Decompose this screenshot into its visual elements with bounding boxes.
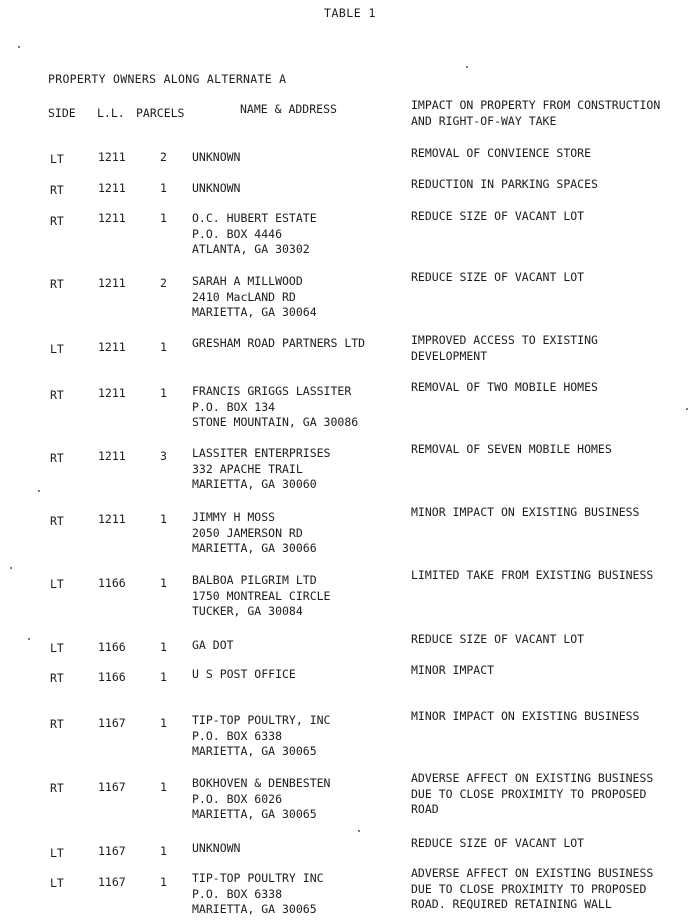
cell-land-lot: 1211: [98, 340, 126, 354]
impact-line: REMOVAL OF CONVIENCE STORE: [411, 146, 592, 160]
cell-impact: [411, 836, 696, 852]
cell-name-address: [192, 573, 407, 620]
cell-name-address: [192, 150, 407, 166]
name-line: U S POST OFFICE: [192, 667, 296, 681]
name-line: ATLANTA, GA 30302: [192, 242, 310, 256]
cell-parcels: 1: [160, 844, 167, 858]
impact-line: REDUCE SIZE OF VACANT LOT: [411, 209, 585, 223]
name-line: MARIETTA, GA 30065: [192, 744, 317, 758]
cell-name-address: [192, 384, 407, 431]
impact-line: DEVELOPMENT: [411, 348, 488, 363]
cell-name-address: [192, 841, 407, 857]
cell-impact: [411, 632, 696, 648]
impact-line: MINOR IMPACT ON EXISTING BUSINESS: [411, 709, 640, 723]
cell-side: LT: [50, 342, 64, 356]
name-line: GRESHAM ROAD PARTNERS LTD: [192, 336, 366, 350]
name-line: UNKNOWN: [192, 181, 241, 195]
cell-impact: [411, 866, 696, 913]
scan-speck: [686, 408, 688, 410]
cell-land-lot: 1211: [98, 386, 126, 400]
cell-impact: [411, 270, 696, 286]
header-name-address: NAME & ADDRESS: [240, 102, 337, 116]
cell-land-lot: 1167: [98, 875, 126, 889]
name-line: P.O. BOX 6338: [192, 886, 283, 901]
name-line: MARIETTA, GA 30064: [192, 305, 317, 319]
name-line: MARIETTA, GA 30060: [192, 477, 317, 491]
cell-side: LT: [50, 577, 64, 591]
impact-line: LIMITED TAKE FROM EXISTING BUSINESS: [411, 568, 654, 582]
cell-parcels: 1: [160, 181, 167, 195]
cell-side: RT: [50, 781, 64, 795]
impact-line: DUE TO CLOSE PROXIMITY TO PROPOSED: [411, 786, 647, 801]
name-line: 2410 MacLAND RD: [192, 289, 296, 304]
section-title: PROPERTY OWNERS ALONG ALTERNATE A: [48, 72, 287, 86]
scan-speck: [28, 638, 30, 640]
impact-line: REMOVAL OF SEVEN MOBILE HOMES: [411, 442, 612, 456]
header-impact-line: AND RIGHT-OF-WAY TAKE: [411, 113, 557, 128]
cell-impact: [411, 568, 696, 584]
name-line: UNKNOWN: [192, 150, 241, 164]
name-line: 2050 JAMERSON RD: [192, 525, 303, 540]
scan-speck: [10, 567, 12, 569]
cell-side: LT: [50, 876, 64, 890]
impact-line: REDUCE SIZE OF VACANT LOT: [411, 270, 585, 284]
cell-name-address: [192, 446, 407, 493]
cell-name-address: [192, 336, 407, 352]
cell-side: LT: [50, 641, 64, 655]
cell-parcels: 1: [160, 716, 167, 730]
name-line: P.O. BOX 6338: [192, 728, 283, 743]
name-line: TIP-TOP POULTRY, INC: [192, 713, 331, 727]
name-line: O.C. HUBERT ESTATE: [192, 211, 317, 225]
cell-land-lot: 1211: [98, 211, 126, 225]
name-line: UNKNOWN: [192, 841, 241, 855]
name-line: SARAH A MILLWOOD: [192, 274, 303, 288]
cell-land-lot: 1167: [98, 844, 126, 858]
name-line: P.O. BOX 134: [192, 399, 276, 414]
cell-land-lot: 1211: [98, 181, 126, 195]
header-impact-line: IMPACT ON PROPERTY FROM CONSTRUCTION: [411, 98, 661, 112]
cell-parcels: 1: [160, 340, 167, 354]
cell-parcels: 1: [160, 512, 167, 526]
impact-line: DUE TO CLOSE PROXIMITY TO PROPOSED: [411, 881, 647, 896]
scan-speck: [38, 490, 40, 492]
impact-line: ROAD. REQUIRED RETAINING WALL: [411, 897, 612, 911]
cell-impact: [411, 505, 696, 521]
scan-speck: [18, 46, 20, 48]
name-line: JIMMY H MOSS: [192, 510, 276, 524]
header-side: SIDE: [48, 106, 76, 120]
cell-land-lot: 1166: [98, 576, 126, 590]
cell-parcels: 2: [160, 276, 167, 290]
cell-land-lot: 1166: [98, 640, 126, 654]
cell-side: RT: [50, 388, 64, 402]
impact-line: MINOR IMPACT ON EXISTING BUSINESS: [411, 505, 640, 519]
cell-side: RT: [50, 514, 64, 528]
header-parcels: PARCELS: [136, 106, 185, 120]
cell-side: RT: [50, 717, 64, 731]
cell-name-address: [192, 181, 407, 197]
cell-side: RT: [50, 451, 64, 465]
name-line: BALBOA PILGRIM LTD: [192, 573, 317, 587]
name-line: TUCKER, GA 30084: [192, 604, 303, 618]
cell-parcels: 1: [160, 576, 167, 590]
scan-speck: [466, 66, 468, 68]
name-line: FRANCIS GRIGGS LASSITER: [192, 384, 352, 398]
impact-line: REMOVAL OF TWO MOBILE HOMES: [411, 380, 598, 394]
impact-line: REDUCE SIZE OF VACANT LOT: [411, 632, 585, 646]
cell-land-lot: 1211: [98, 150, 126, 164]
cell-side: RT: [50, 183, 64, 197]
cell-name-address: [192, 776, 407, 823]
cell-impact: [411, 709, 696, 725]
name-line: MARIETTA, GA 30065: [192, 807, 317, 821]
cell-impact: [411, 663, 696, 679]
cell-parcels: 3: [160, 449, 167, 463]
cell-impact: [411, 380, 696, 396]
cell-land-lot: 1167: [98, 716, 126, 730]
cell-impact: [411, 146, 696, 162]
impact-line: ROAD: [411, 802, 439, 816]
name-line: BOKHOVEN & DENBESTEN: [192, 776, 331, 790]
cell-name-address: [192, 871, 407, 918]
cell-side: RT: [50, 214, 64, 228]
cell-land-lot: 1211: [98, 276, 126, 290]
name-line: 332 APACHE TRAIL: [192, 461, 303, 476]
cell-impact: [411, 177, 696, 193]
cell-name-address: [192, 211, 407, 258]
cell-parcels: 1: [160, 670, 167, 684]
header-impact: [411, 98, 699, 129]
cell-side: LT: [50, 152, 64, 166]
name-line: P.O. BOX 6026: [192, 791, 283, 806]
header-land-lot: L.L.: [97, 106, 125, 120]
cell-parcels: 1: [160, 780, 167, 794]
cell-parcels: 1: [160, 211, 167, 225]
name-line: LASSITER ENTERPRISES: [192, 446, 331, 460]
scan-speck: [358, 830, 360, 832]
cell-impact: [411, 442, 696, 458]
impact-line: ADVERSE AFFECT ON EXISTING BUSINESS: [411, 771, 654, 785]
table-header: [0, 98, 700, 136]
name-line: 1750 MONTREAL CIRCLE: [192, 588, 331, 603]
cell-land-lot: 1211: [98, 449, 126, 463]
cell-name-address: [192, 713, 407, 760]
name-line: TIP-TOP POULTRY INC: [192, 871, 324, 885]
impact-line: ADVERSE AFFECT ON EXISTING BUSINESS: [411, 866, 654, 880]
impact-line: MINOR IMPACT: [411, 663, 495, 677]
cell-impact: [411, 333, 696, 364]
name-line: MARIETTA, GA 30066: [192, 541, 317, 555]
cell-land-lot: 1166: [98, 670, 126, 684]
cell-name-address: [192, 510, 407, 557]
cell-side: RT: [50, 277, 64, 291]
cell-side: LT: [50, 846, 64, 860]
name-line: P.O. BOX 4446: [192, 226, 283, 241]
cell-parcels: 1: [160, 386, 167, 400]
name-line: STONE MOUNTAIN, GA 30086: [192, 415, 359, 429]
cell-parcels: 1: [160, 640, 167, 654]
impact-line: REDUCE SIZE OF VACANT LOT: [411, 836, 585, 850]
cell-name-address: [192, 667, 407, 683]
cell-name-address: [192, 274, 407, 321]
cell-parcels: 1: [160, 875, 167, 889]
cell-land-lot: 1211: [98, 512, 126, 526]
cell-side: RT: [50, 671, 64, 685]
cell-land-lot: 1167: [98, 780, 126, 794]
cell-parcels: 2: [160, 150, 167, 164]
name-line: GA DOT: [192, 638, 234, 652]
cell-name-address: [192, 638, 407, 654]
page-title: TABLE 1: [324, 6, 376, 20]
impact-line: REDUCTION IN PARKING SPACES: [411, 177, 598, 191]
cell-impact: [411, 771, 696, 818]
cell-impact: [411, 209, 696, 225]
impact-line: IMPROVED ACCESS TO EXISTING: [411, 333, 598, 347]
name-line: MARIETTA, GA 30065: [192, 902, 317, 916]
